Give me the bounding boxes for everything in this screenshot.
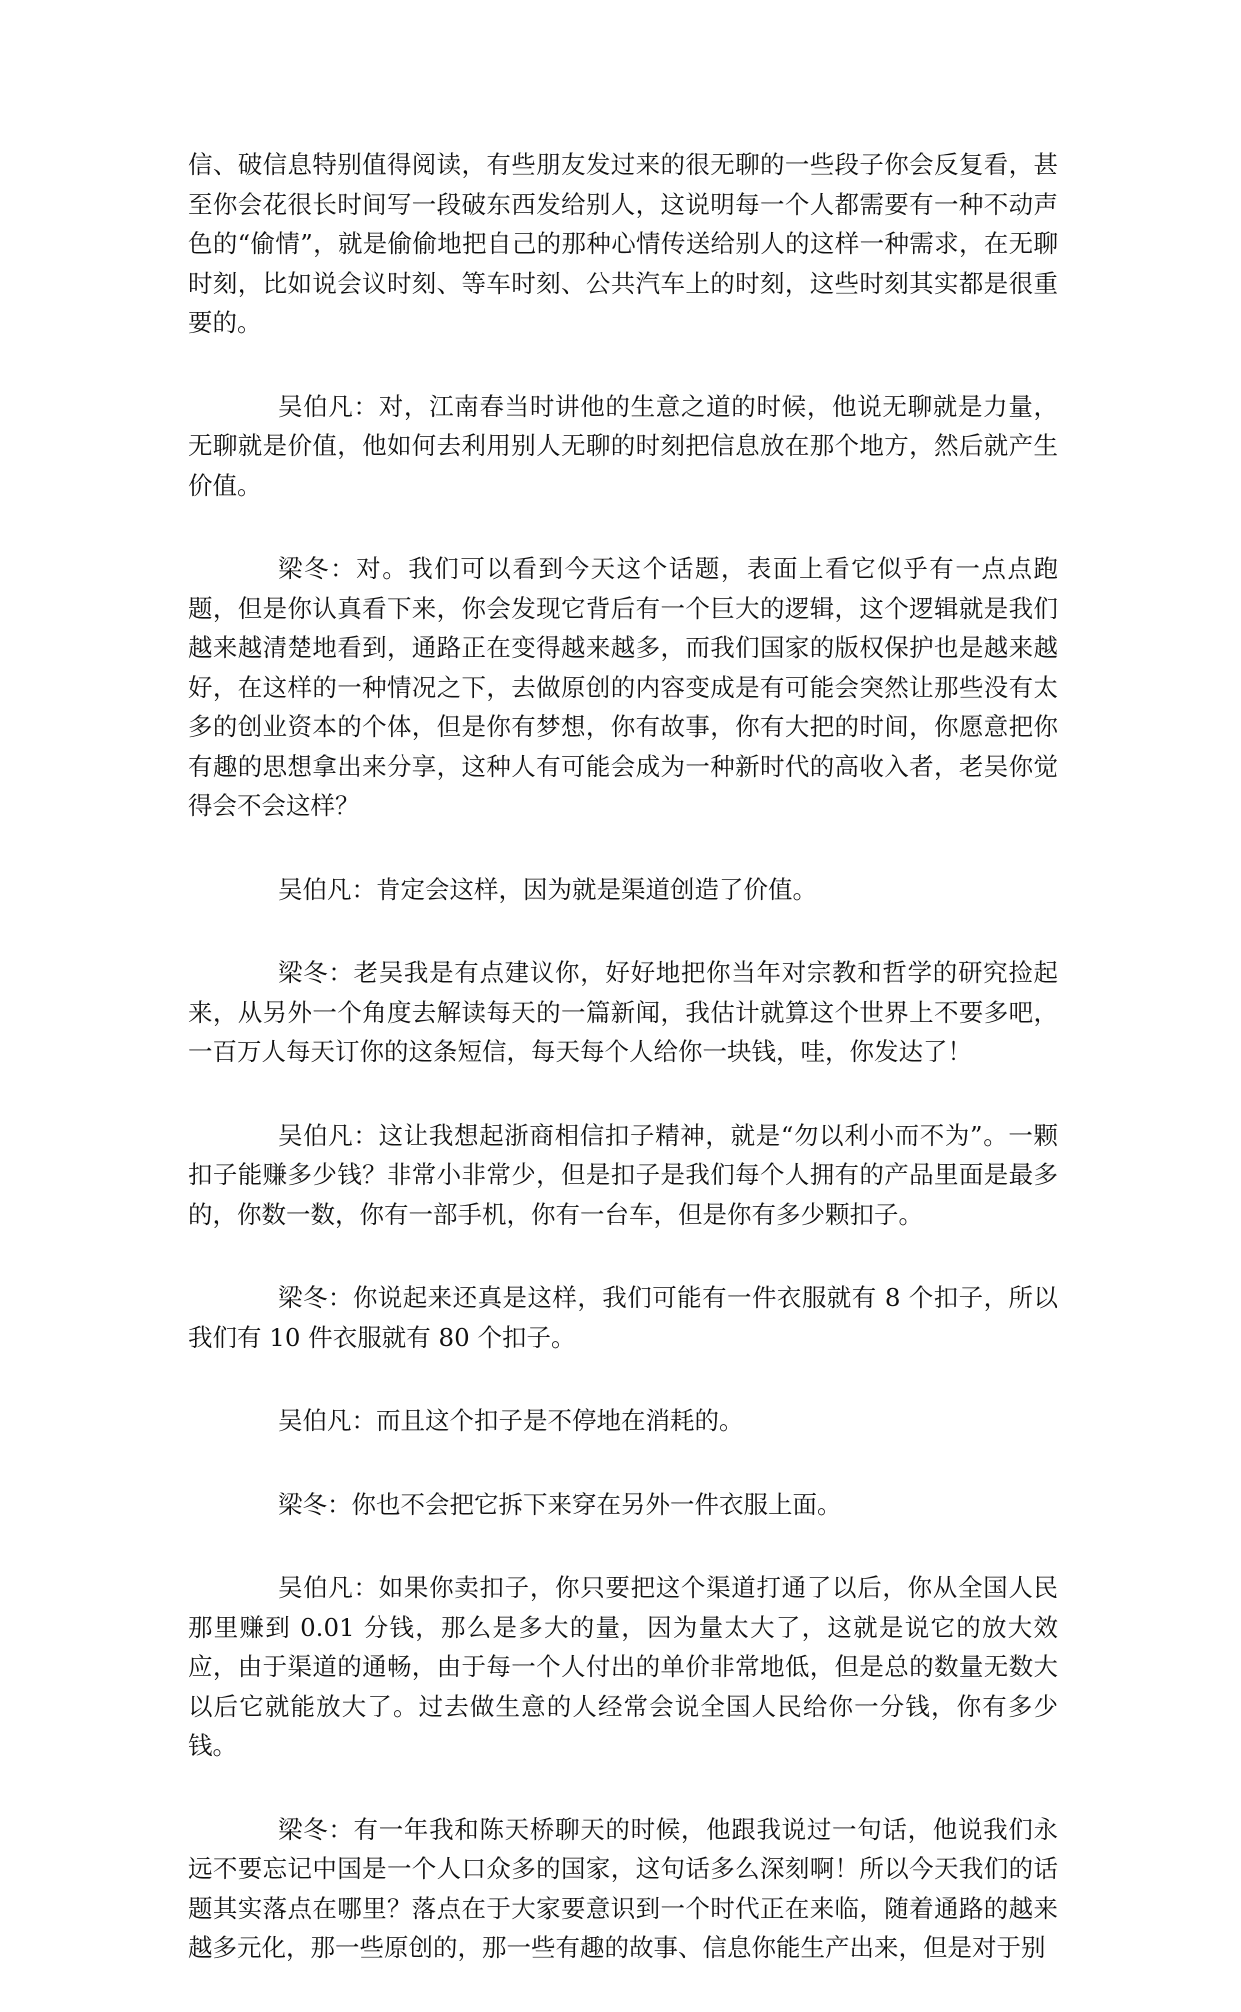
paragraph-wu-bofan-3: 吴伯凡：这让我想起浙商相信扣子精神，就是“勿以利小而不为”。一颗扣子能赚多少钱？非常小非常少，但是扣子是我们每个人拥有的产品里面是最多的，你数一数，你有一部手机，你有一台车，但是你有多少颗扣子。 [188,1120,1058,1229]
paragraph-liang-dong-2: 梁冬：老吴我是有点建议你，好好地把你当年对宗教和哲学的研究捡起来，从另外一个角度去解读每天的一篇新闻，我估计就算这个世界上不要多吧，一百万人每天订你的这条短信，每天每个人给你一块钱，哇，你发达了！ [188,958,1058,1066]
paragraph-wu-bofan-1: 吴伯凡：对，江南春当时讲他的生意之道的时候，他说无聊就是力量，无聊就是价值，他如何去利用别人无聊的时刻把信息放在那个地方，然后就产生价值。 [188,391,1058,500]
paragraph-liang-dong-3: 梁冬：你说起来还真是这样，我们可能有一件衣服就有 8 个扣子，所以我们有 10 件衣服就有 80 个扣子。 [188,1283,1058,1352]
paragraph-wu-bofan-2: 吴伯凡：肯定会这样，因为就是渠道创造了价值。 [278,874,817,904]
paragraph-liang-dong-5: 梁冬：有一年我和陈天桥聊天的时候，他跟我说过一句话，他说我们永远不要忘记中国是一个人口众多的国家，这句话多么深刻啊！所以今天我们的话题其实落点在哪里？落点在于大家要意识到一个时代正在来临，随着通路的越来越多元化，那一些原创的，那一些有趣的故事、信息你能生产出来，但是对于别 [188,1814,1058,1962]
paragraph-liang-dong-1: 梁冬：对。我们可以看到今天这个话题，表面上看它似乎有一点点跑题，但是你认真看下来，你会发现它背后有一个巨大的逻辑，这个逻辑就是我们越来越清楚地看到，通路正在变得越来越多，而我们国家的版权保护也是越来越好，在这样的一种情况之下，去做原创的内容变成是有可能会突然让那些没有太多的创业资本的个体，但是你有梦想，你有故事，你有大把的时间，你愿意把你有趣的思想拿出来分享，这种人有可能会成为一种新时代的高收入者，老吴你觉得会不会这样？ [188,554,1058,820]
document-body [188,145,1058,2012]
paragraph-wu-bofan-4: 吴伯凡：而且这个扣子是不停地在消耗的。 [278,1406,744,1435]
paragraph-liang-dong-4: 梁冬：你也不会把它拆下来穿在另外一件衣服上面。 [278,1489,842,1519]
paragraph-wu-bofan-5: 吴伯凡：如果你卖扣子，你只要把这个渠道打通了以后，你从全国人民那里赚到 0.01 分钱，那么是多大的量，因为量太大了，这就是说它的放大效应，由于渠道的通畅，由于每一个人付出的单价非常地低，但是总的数量无数大以后它就能放大了。过去做生意的人经常会说全国人民给你一分钱，你有多少钱。 [188,1573,1058,1760]
paragraph-continuation: 信、破信息特别值得阅读，有些朋友发过来的很无聊的一些段子你会反复看，甚至你会花很长时间写一段破东西发给别人，这说明每一个人都需要有一种不动声色的“偷情”，就是偷偷地把自己的那种心情传送给别人的这样一种需求，在无聊时刻，比如说会议时刻、等车时刻、公共汽车上的时刻，这些时刻其实都是很重要的。 [188,150,1058,337]
